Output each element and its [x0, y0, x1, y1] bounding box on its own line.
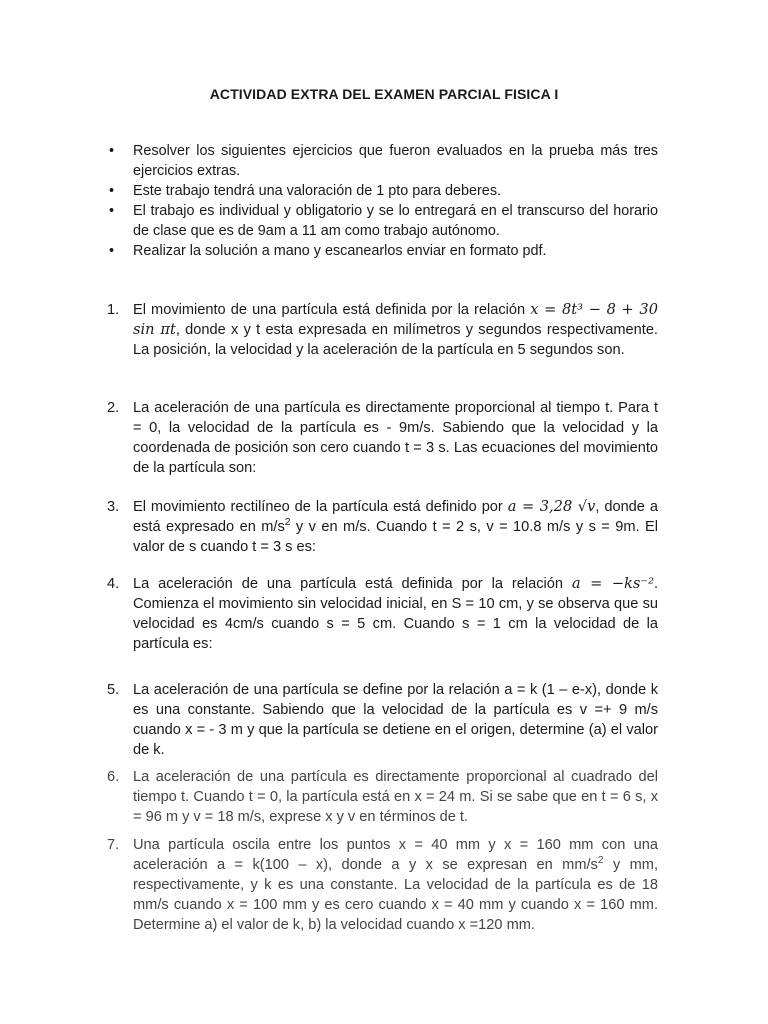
exercise-6	[107, 767, 658, 827]
exercise-text: La aceleración de una partícula se define por la relación a = k (1 – e-x), donde k es una constante. Sabiendo que la velocidad de la partícula es v =+ 9 m/s cuando x = - 3 m y que la partícula se detiene en el origen, determine (a) el valor de k.	[133, 682, 658, 758]
exercise-text: La aceleración de una partícula es directamente proporcional al cuadrado del tiempo t. Cuando t = 0, la partícula está en x = 24 m. Si se sabe que en t = 6 s, x = 96 m y v = 18 m/s, exprese x y v en términos de t.	[133, 769, 658, 825]
exercise-5	[107, 680, 658, 760]
exercise-number: 3.	[107, 499, 120, 515]
exercise-number: 5.	[107, 682, 120, 698]
equation: x = 8t³ − 8 + 30 sin πt	[133, 301, 658, 338]
exercise-number: 7.	[107, 837, 120, 853]
exercise-number: 1.	[107, 302, 120, 318]
exercise-text	[133, 574, 658, 654]
equation: a = 3,28 √v	[507, 498, 596, 515]
exercise-text-part: y mm, respectivamente, y k es una constante. La velocidad de la partícula es de 18 mm/s cuando x = 100 mm y es cero cuando x = 40 mm y cuando x = 160 mm. Determine a) el valor de k, b) la velocidad cuando x =120 mm.	[133, 857, 658, 933]
exercise-number: 6.	[107, 769, 120, 785]
exercise-3	[107, 497, 658, 557]
exercise-text-part: La aceleración de una partícula está definida por la relación	[133, 576, 572, 592]
exercise-text-part: . Comienza el movimiento sin velocidad inicial, en S = 10 cm, y se observa que su velocidad es 4cm/s cuando s = 5 cm. Cuando s = 1 cm la velocidad de la partícula es:	[133, 576, 659, 652]
exercise-text	[133, 835, 658, 935]
superscript: 2	[597, 855, 604, 867]
equation: a = −ks⁻²	[571, 575, 654, 592]
exercise-2	[107, 398, 658, 478]
exercise-number: 4.	[107, 576, 120, 592]
instruction-item: • Este trabajo tendrá una valoración de 1 pto para deberes.	[107, 181, 658, 201]
exercise-text	[133, 300, 658, 360]
instruction-item: • Resolver los siguientes ejercicios que fueron evaluados en la prueba más tres ejercicios extras.	[107, 141, 658, 181]
exercise-text-part: y v en m/s. Cuando t = 2 s, v = 10.8 m/s y s = 9m. El valor de s cuando t = 3 s es:	[133, 519, 658, 555]
exercise-text-part: , donde x y t esta expresada en milímetros y segundos respectivamente. La posición, la velocidad y la aceleración de la partícula en 5 segundos son.	[133, 322, 658, 358]
superscript: 2	[284, 517, 291, 529]
exercise-1	[107, 300, 658, 360]
page-title: ACTIVIDAD EXTRA DEL EXAMEN PARCIAL FISICA I	[209, 86, 559, 102]
exercise-text: La aceleración de una partícula es directamente proporcional al tiempo t. Para t = 0, la velocidad de la partícula es - 9m/s. Sabiendo que la velocidad y la coordenada de posición son cero cuando t = 3 s. Las ecuaciones del movimiento de la partícula son:	[133, 400, 658, 476]
instructions-list	[107, 141, 658, 261]
instruction-item: • Realizar la solución a mano y escanearlos enviar en formato pdf.	[107, 241, 658, 261]
exercise-7	[107, 835, 658, 935]
exercise-text-part: Una partícula oscila entre los puntos x = 40 mm y x = 160 mm con una aceleración a = k(100 – x), donde a y x se expresan en mm/s	[133, 837, 658, 873]
instruction-item: • El trabajo es individual y obligatorio y se lo entregará en el transcurso del horario de clase que es de 9am a 11 am como trabajo autónomo.	[107, 201, 658, 241]
exercise-text	[133, 497, 658, 557]
exercise-text-part: El movimiento de una partícula está definida por la relación	[133, 302, 531, 318]
exercise-text-part: , donde a está expresado en m/s	[133, 499, 658, 535]
exercise-text-part: El movimiento rectilíneo de la partícula está definido por	[133, 499, 508, 515]
exercise-number: 2.	[107, 400, 120, 416]
exercise-4	[107, 574, 658, 654]
